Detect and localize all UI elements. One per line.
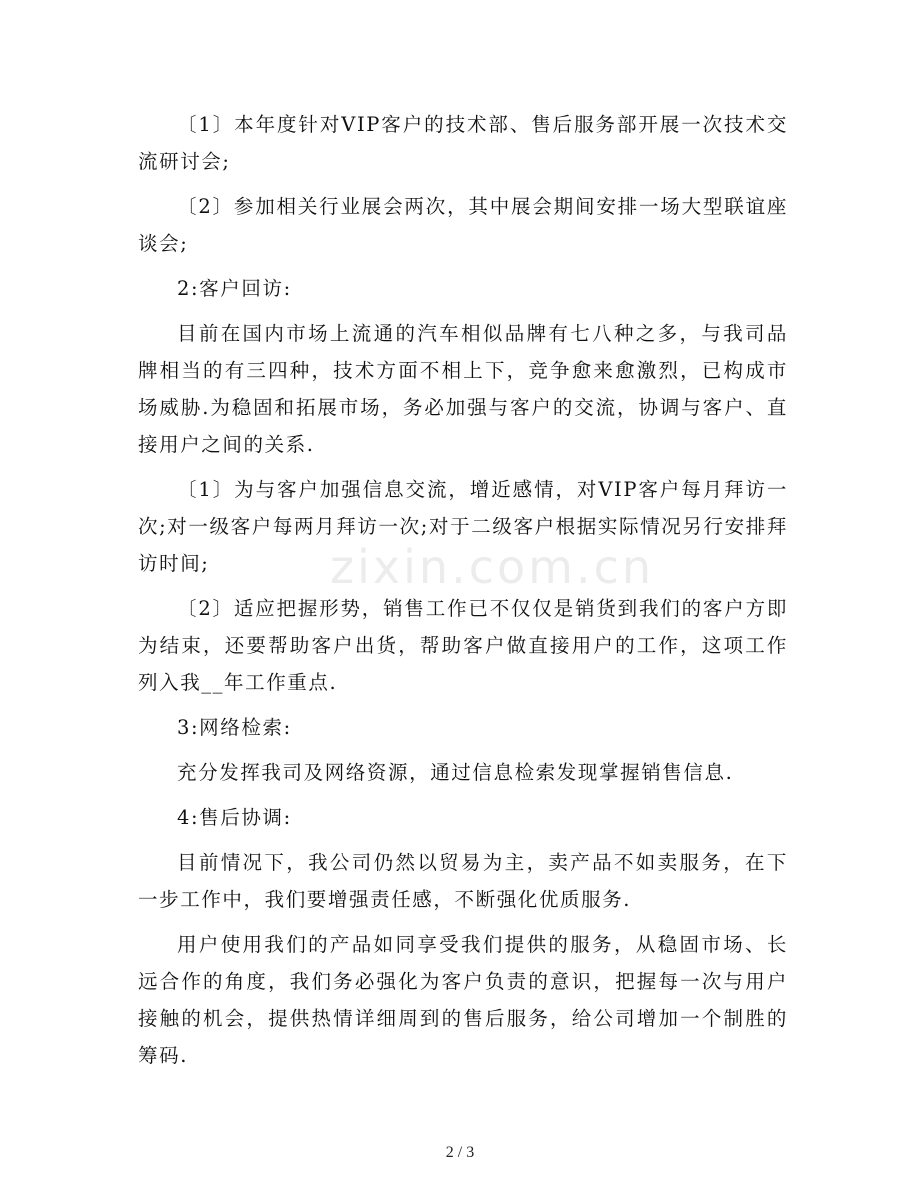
paragraph-help-customers: 〔2〕适应把握形势，销售工作已不仅仅是销货到我们的客户方即为结束，还要帮助客户出货，帮助客户做直接用户的工作，这项工作列入我__年工作重点. — [138, 597, 788, 694]
page-number: 2 / 3 — [445, 1144, 475, 1161]
paragraph-customer-service: 用户使用我们的产品如同享受我们提供的服务，从稳固市场、长远合作的角度，我们务必强化为客户负责的意识，把握每一次与用户接触的机会，提供热情详细周到的售后服务，给公司增加一个制胜的筹码. — [138, 933, 788, 1067]
paragraph-visit-schedule: 〔1〕为与客户加强信息交流，增近感情，对VIP客户每月拜访一次;对一级客户每两月拜访一次;对于二级客户根据实际情况另行安排拜访时间; — [138, 478, 788, 575]
paragraph-vip-seminar: 〔1〕本年度针对VIP客户的技术部、售后服务部开展一次技术交流研讨会; — [138, 113, 788, 173]
document-body — [138, 106, 788, 1082]
paragraph-trade-show: 〔2〕参加相关行业展会两次，其中展会期间安排一场大型联谊座谈会; — [138, 195, 788, 255]
watermark: zixin.com.cn — [330, 540, 655, 594]
section-heading-after-sales: 4:售后协调: — [177, 806, 292, 829]
paragraph-market-competition: 目前在国内市场上流通的汽车相似品牌有七八种之多，与我司品牌相当的有三四种，技术方面不相上下，竞争愈来愈激烈，已构成市场威胁.为稳固和拓展市场，务必加强与客户的交流，协调与客户、直接用户之间的关系. — [138, 322, 788, 456]
paragraph-current-situation: 目前情况下，我公司仍然以贸易为主，卖产品不如卖服务，在下一步工作中，我们要增强责任感，不断强化优质服务. — [138, 851, 788, 911]
section-heading-network-search: 3:网络检索: — [177, 716, 292, 739]
section-heading-customer-visits: 2:客户回访: — [177, 277, 292, 300]
paragraph-network-resources: 充分发挥我司及网络资源，通过信息检索发现掌握销售信息. — [177, 761, 734, 784]
